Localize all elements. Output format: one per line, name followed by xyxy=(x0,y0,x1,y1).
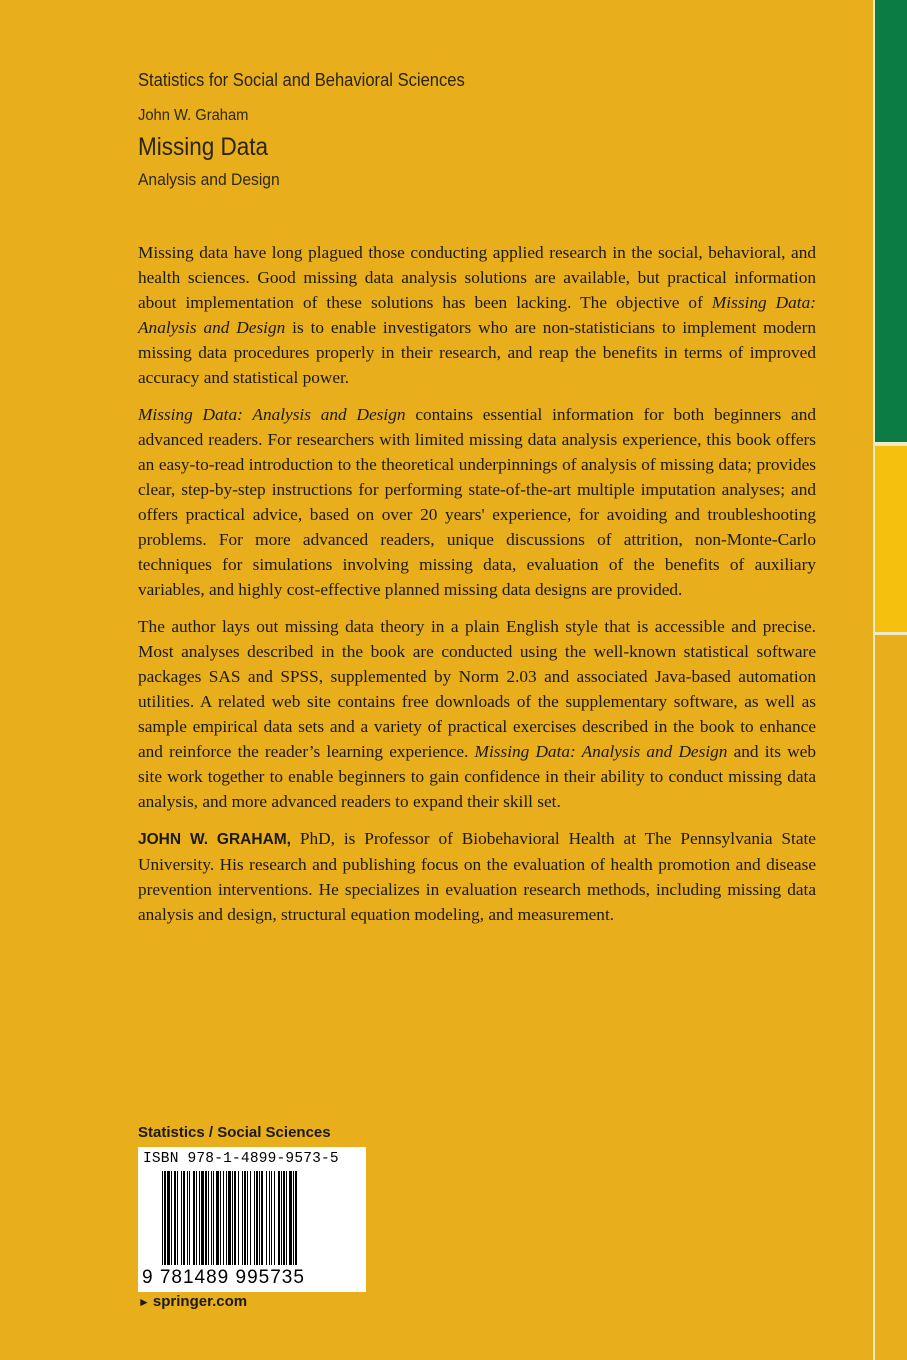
isbn-digits: 9 781489 995735 xyxy=(142,1267,305,1288)
book-subtitle: Analysis and Design xyxy=(138,170,280,189)
series-title: Statistics for Social and Behavioral Sciences xyxy=(138,70,465,90)
subject-category: Statistics / Social Sciences xyxy=(138,1124,331,1141)
blurb xyxy=(138,240,816,927)
book-title: Missing Data xyxy=(138,133,269,161)
author-bio: JOHN W. GRAHAM, PhD, is Professor of Biobehavioral Health at The Pennsylvania State University. His research and publishing focus on the evaluation of health promotion and disease prevention interventions. He specializes in evaluation research methods, including missing data analysis and design, structural equation modeling, and measurement. xyxy=(138,829,816,924)
blurb-paragraph-1: Missing data have long plagued those conducting applied research in the social, behavioral, and health sciences. Good missing data analysis solutions are available, but practical information about implementation of these solutions has been lacking. The objective of Missing Data: Analysis and Design is to enable investigators who are non-statisticians to implement modern missing data procedures properly in their research, and reap the benefits in terms of improved accuracy and statistical power. xyxy=(138,243,816,387)
author-name: John W. Graham xyxy=(138,107,249,124)
bio-name: JOHN W. GRAHAM, xyxy=(138,831,291,848)
arrow-right-icon: ► xyxy=(138,1295,150,1309)
isbn-label: ISBN 978-1-4899-9573-5 xyxy=(143,1151,339,1167)
blurb-paragraph-3: The author lays out missing data theory in a plain English style that is accessible and precise. Most analyses described in the book are conducted using the well-known statistical software packages SAS and SPSS, supplemented by Norm 2.03 and associated Java-based automation utilities. A related web site contains free downloads of the supplementary software, as well as sample empirical data sets and a variety of practical exercises described in the book to enhance and reinforce the reader’s learning experience. Missing Data: Analysis and Design and its web site work together to enable beginners to gain confidence in their ability to conduct missing data analysis, and more advanced readers to expand their skill set. xyxy=(138,617,816,811)
spine-edge xyxy=(873,635,907,1360)
publisher-link[interactable]: ► springer.com xyxy=(138,1293,248,1310)
blurb-paragraph-2: Missing Data: Analysis and Design contains essential information for both beginners and advanced readers. For researchers with limited missing data analysis experience, this book offers an easy-to-read introduction to the theoretical underpinnings of analysis of missing data; provides clear, step-by-step instructions for performing state-of-the-art multiple imputation analyses; and offers practical advice, based on over 20 years' experience, for avoiding and troubleshooting problems. For more advanced readers, unique discussions of attrition, non-Monte-Carlo techniques for simulations involving missing data, evaluation of the benefits of auxiliary variables, and highly cost-effective planned missing data designs are provided. xyxy=(138,405,816,599)
green-spine-stripe xyxy=(873,0,907,442)
yellow-spine-stripe xyxy=(873,446,907,632)
isbn-barcode xyxy=(138,1147,366,1292)
